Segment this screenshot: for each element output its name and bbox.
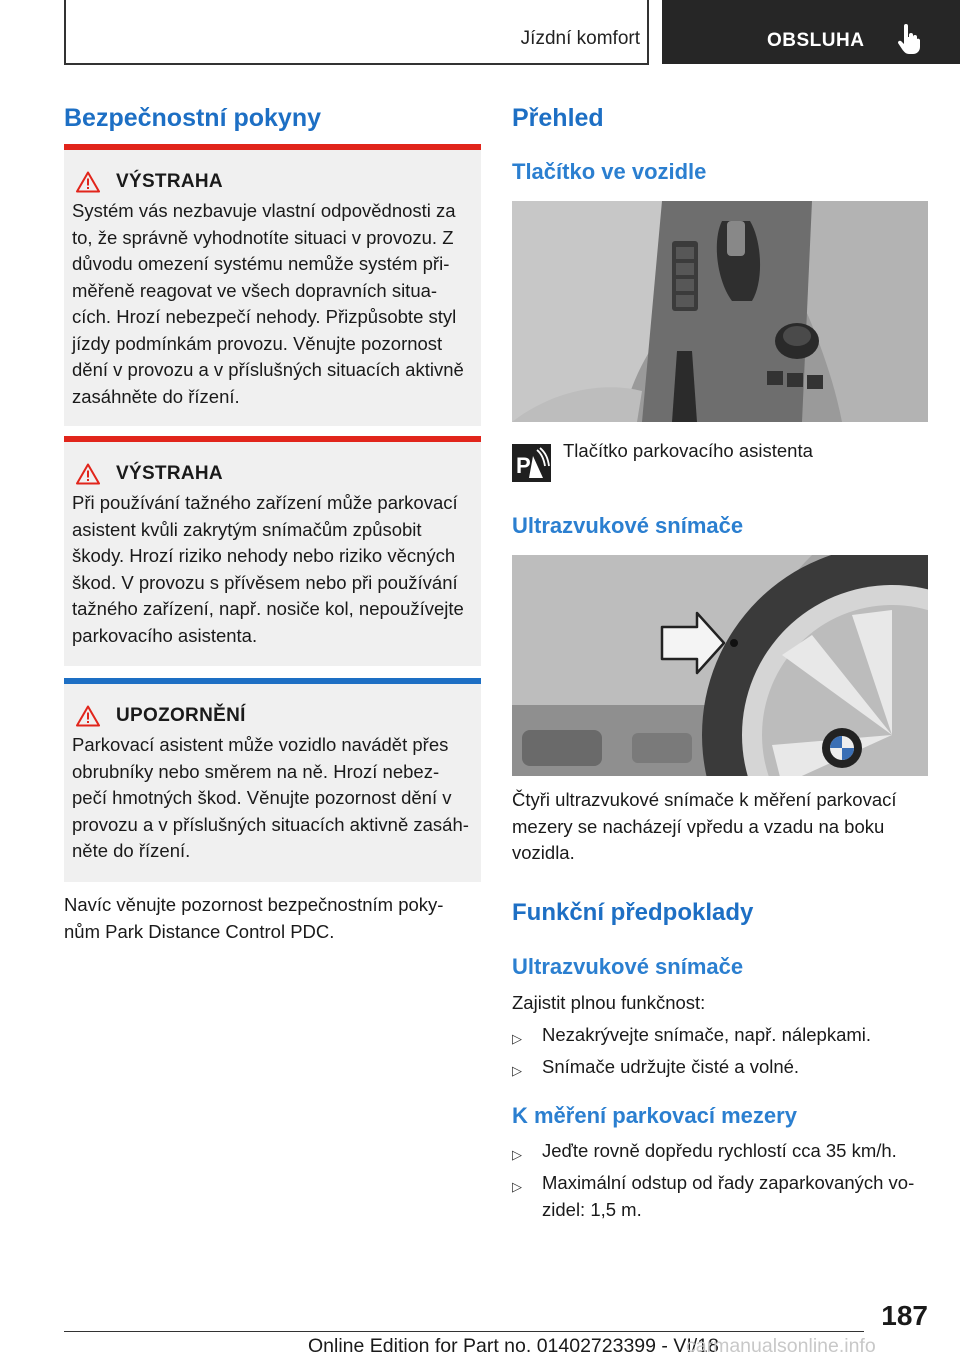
caption-line: vozidla. [512,842,575,863]
warning-line: Systém vás nezbavuje vlastní odpovědnosti za [72,200,456,221]
note-line: Navíc věnujte pozornost bezpečnostním poky- [64,894,444,915]
note-line: nům Park Distance Control PDC. [64,920,335,942]
console-illustration [512,201,928,422]
measuring-title: K měření parkovací mezery [512,1103,797,1128]
warning-line: zasáhněte do řízení. [72,385,240,407]
list-item-line: Maximální odstup od řady zaparkovaných vo- [542,1172,915,1193]
warning-box-1 [64,144,481,426]
caption-line: Čtyři ultrazvukové snímače k měření parkovací [512,789,897,810]
warning-text [72,198,476,410]
list-item [512,1022,928,1049]
caution-triangle-icon [76,705,100,727]
page-number: 187 [881,1300,928,1331]
list-item [512,1054,928,1081]
pdc-note [64,892,481,945]
caution-line: něte do řízení. [72,840,191,861]
footer-watermark: carmanualsonline.info [686,1335,876,1357]
button-caption: Tlačítko parkovacího asistenta [563,440,813,461]
warning-line: jízdy podmínkám provozu. Věnujte pozornost [72,332,443,354]
safety-section-title: Bezpečnostní pokyny [64,104,321,132]
warning-line: to, že správně vyhodnotíte situaci v provozu. Z [72,226,454,248]
sensor-photo [512,555,928,776]
footer-rule [64,1331,864,1332]
sensors-caption [512,787,928,867]
caution-title: UPOZORNĚNÍ [116,705,246,726]
caution-line: Parkovací asistent může vozidlo navádět přes [72,734,449,755]
warning-line: cích. Hrozí nebezpečí nehody. Přizpůsobte styl [72,306,457,327]
list-item-text [542,1170,932,1223]
warning-title: VÝSTRAHA [116,171,223,192]
prerequisites-subtitle: Ultrazvukové snímače [512,954,744,979]
svg-text:P: P [516,453,531,478]
triangle-bullet-icon: ▷ [512,1031,522,1046]
triangle-bullet-icon: ▷ [512,1147,522,1162]
warning-line: Při používání tažného zařízení může parkovací [72,492,458,513]
warning-line: důvodu omezení systému nemůže systém při- [72,253,450,274]
header-left-rule [64,0,66,64]
caution-bar [64,678,481,684]
list-item-text: Snímače udržujte čisté a volné. [542,1056,800,1077]
sensor-illustration [512,555,928,776]
console-photo [512,201,928,422]
parking-assistant-icon [512,444,551,482]
caption-line: mezery se nacházejí vpředu a vzadu na boku [512,815,885,837]
warning-line: tažného zařízení, např. nosiče kol, nepoužívejte [72,598,464,619]
caution-line: provozu a v příslušných situacích aktivně zasáh- [72,813,469,835]
warning-line: asistent kvůli zakrytým snímačům způsobit [72,518,422,540]
prerequisites-intro: Zajistit plnou funkčnost: [512,992,706,1013]
footer-edition: Online Edition for Part no. 01402723399 - VI/18 [308,1335,719,1357]
sensors-subtitle: Ultrazvukové snímače [512,513,744,538]
warning-line: dění v provozu a v příslušných situacích aktivně [72,359,464,380]
warning-line: měřeně reagovat ve všech dopravních situa- [72,279,438,301]
list-item-text: Jeďte rovně dopředu rychlostí cca 35 km/h. [542,1140,897,1161]
overview-title: Přehled [512,104,604,132]
header-bottom-rule [64,63,649,65]
list-item-text: Nezakrývejte snímače, např. nálepkami. [542,1024,872,1045]
warning-line: škod. V provozu s přívěsem nebo při používání [72,571,458,593]
chapter-tab-label: OBSLUHA [767,30,865,51]
list-item [512,1170,928,1224]
list-item [512,1138,928,1165]
triangle-bullet-icon: ▷ [512,1063,522,1078]
warning-line: parkovacího asistenta. [72,624,258,646]
warning-bar [64,436,481,442]
warning-box-2 [64,436,481,666]
warning-title: VÝSTRAHA [116,463,223,484]
caution-text [72,732,476,865]
triangle-bullet-icon: ▷ [512,1179,522,1194]
warning-line: škody. Hrozí riziko nehody nebo riziko věcných [72,545,456,566]
header-divider [647,0,649,64]
warning-triangle-icon [76,463,100,485]
prerequisites-title: Funkční předpoklady [512,899,754,926]
hand-pointer-icon [897,24,921,54]
header-section-title: Jízdní komfort [520,28,640,49]
warning-text [72,490,476,649]
warning-bar [64,144,481,150]
caution-box [64,678,481,882]
caution-line: pečí hmotných škod. Věnujte pozornost dění v [72,787,452,808]
button-subtitle: Tlačítko ve vozidle [512,159,707,184]
caution-line: obrubníky nebo směrem na ně. Hrozí nebez- [72,760,440,782]
warning-triangle-icon [76,171,100,193]
list-item-line: zidel: 1,5 m. [542,1198,642,1220]
header-chapter-tab[interactable] [662,0,960,64]
